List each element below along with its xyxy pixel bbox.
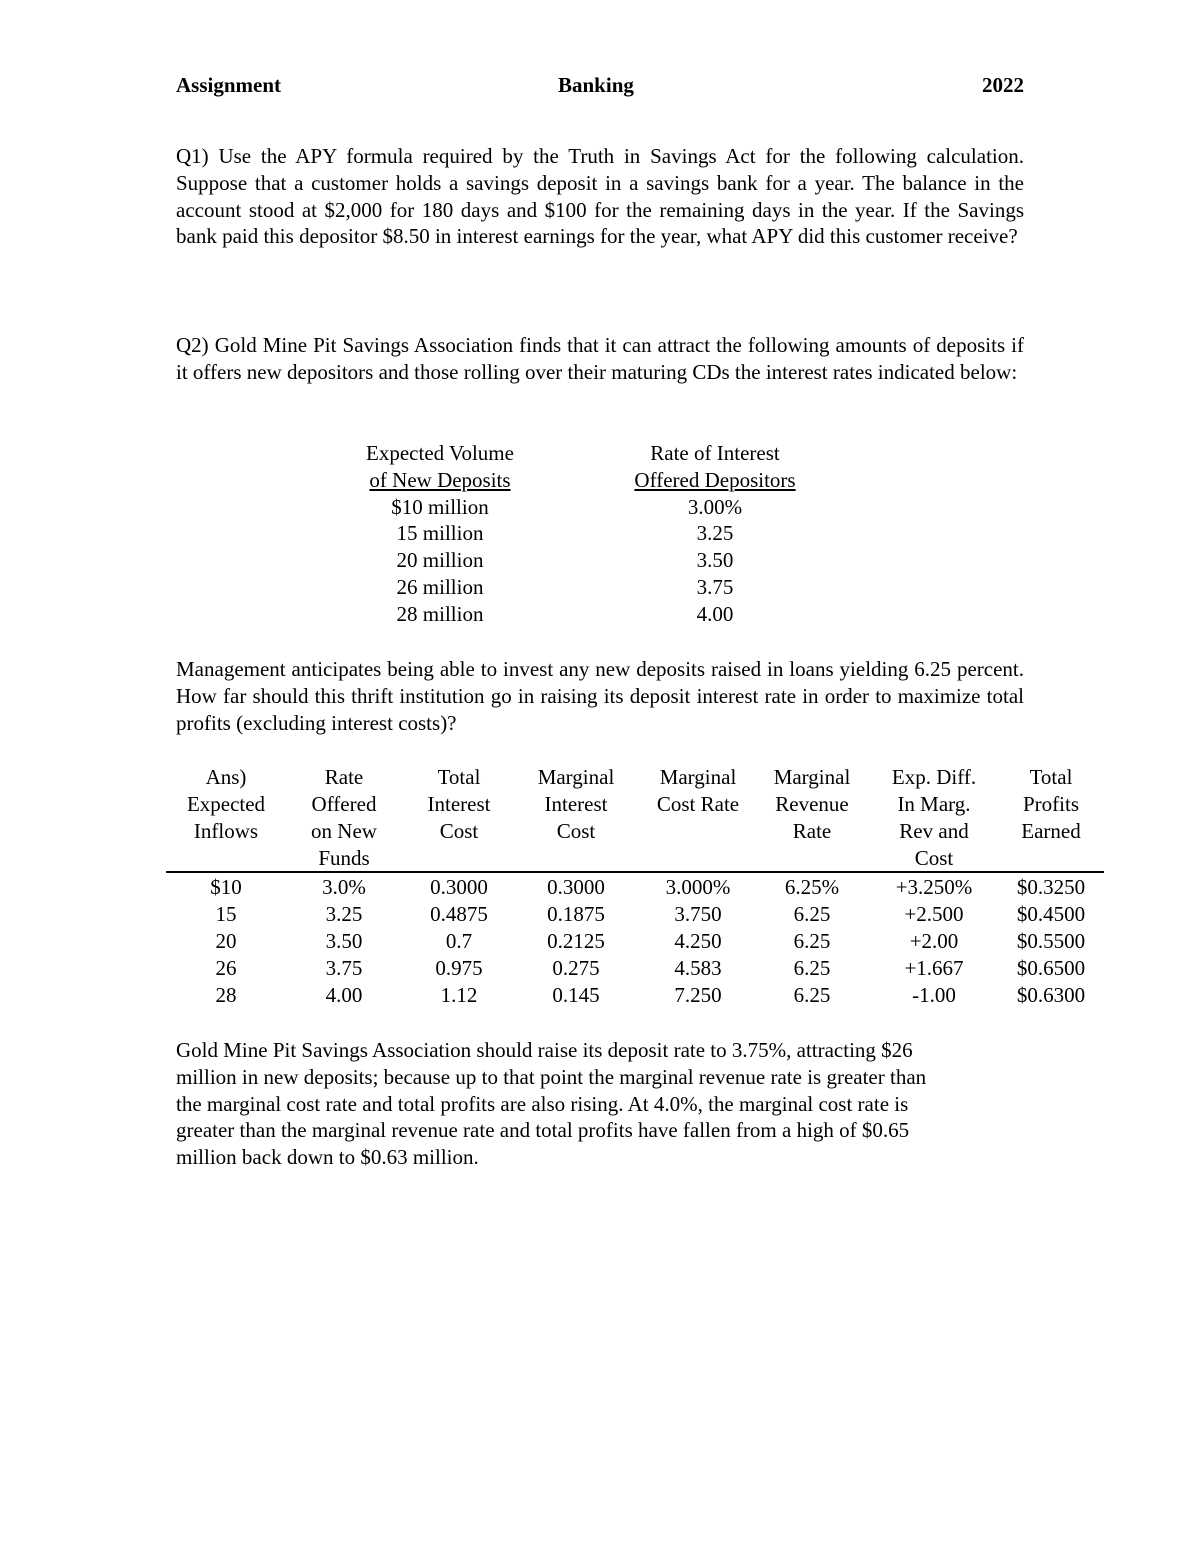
answer-table-header: [166, 764, 1106, 872]
answer-line: million in new deposits; because up to that point the marginal revenue rate is greater than: [176, 1064, 927, 1089]
answer-line: greater than the marginal revenue rate and total profits have fallen from a high of $0.65: [176, 1118, 910, 1143]
answer-header-line: Marginal: [659, 765, 737, 789]
table-cell: 7.250: [674, 983, 722, 1007]
answer-header-cell: [876, 764, 992, 872]
answer-header-line: Rate: [324, 765, 364, 789]
table-cell: 3.750: [674, 902, 722, 926]
answer-header-line: Funds: [318, 846, 370, 870]
rate-cell: 3.00%: [687, 494, 743, 519]
question-2: Q2) Gold Mine Pit Savings Association finds that it can attract the following amounts of deposits if it offers new depositors and those rolling over their maturing CDs the interest rates indicated below:: [176, 333, 1024, 384]
answer-header-cell: [760, 764, 864, 845]
table-cell: 28: [215, 983, 237, 1007]
header-assignment: Assignment: [176, 73, 282, 97]
answer-table: [166, 764, 1106, 1007]
answer-header-line: Cost: [556, 819, 596, 843]
answer-paragraph: [176, 1037, 1024, 1171]
table-cell: 3.000%: [665, 875, 731, 899]
deposit-volume-column: [330, 440, 550, 628]
table-cell: 0.7: [445, 929, 473, 953]
answer-header-line: Total: [437, 765, 481, 789]
table-row: [166, 874, 1106, 901]
table-cell: 0.2125: [547, 929, 605, 953]
table-cell: 3.75: [325, 956, 363, 980]
answer-header-cell: [526, 764, 626, 845]
table-cell: +2.00: [909, 929, 959, 953]
answer-line: Gold Mine Pit Savings Association should raise its deposit rate to 3.75%, attracting $26: [176, 1038, 913, 1062]
table-cell: 0.3000: [547, 875, 605, 899]
table-cell: 1.12: [440, 983, 478, 1007]
answer-header-line: Marginal: [537, 765, 615, 789]
table-cell: 0.275: [552, 956, 600, 980]
answer-header-line: Offered: [311, 792, 377, 816]
table-cell: +1.667: [904, 956, 964, 980]
table-row: [166, 955, 1106, 982]
table-cell: 3.0%: [322, 875, 366, 899]
answer-header-line: Profits: [1022, 792, 1079, 816]
deposit-rate-column: [600, 440, 830, 628]
table-cell: 0.1875: [547, 902, 605, 926]
table-cell: 0.4875: [430, 902, 488, 926]
table-cell: 4.583: [674, 956, 722, 980]
rate-cell: 3.50: [696, 548, 734, 573]
answer-header-line: Inflows: [193, 819, 259, 843]
table-cell: +2.500: [904, 902, 964, 926]
table-row: [166, 928, 1106, 955]
table-cell: $0.5500: [1016, 929, 1086, 953]
header-year: 2022: [982, 73, 1024, 97]
rate-cell: 3.25: [696, 521, 734, 546]
answer-header-line: Cost Rate: [656, 792, 740, 816]
volume-header-line1: Expected Volume: [366, 441, 514, 465]
table-cell: $0.3250: [1016, 875, 1086, 899]
table-cell: 6.25: [793, 929, 831, 953]
answer-header-cell: [1000, 764, 1102, 845]
table-cell: 6.25: [793, 956, 831, 980]
table-cell: $0.6500: [1016, 956, 1086, 980]
table-cell: 0.3000: [430, 875, 488, 899]
table-cell: 6.25: [793, 902, 831, 926]
answer-header-line: Rev and: [899, 819, 969, 843]
answer-line: the marginal cost rate and total profits are also rising. At 4.0%, the marginal cost rate is: [176, 1091, 909, 1116]
table-cell: 6.25%: [784, 875, 840, 899]
question-1: Q1) Use the APY formula required by the Truth in Savings Act for the following calculation. Suppose that a customer holds a savings deposit in a savings bank for a year. The balance in the account stood at $2,000 for 180 days and $100 for the remaining days in the year. If the Savings bank paid this depositor $8.50 in interest earnings for the year, what APY did this customer receive?: [176, 144, 1024, 249]
answer-header-cell: [294, 764, 394, 872]
header-rule: [166, 871, 1104, 873]
answer-header-cell: [168, 764, 284, 845]
rate-cell: 3.75: [696, 574, 734, 599]
answer-header-line: Cost: [914, 846, 954, 870]
volume-cell: 20 million: [396, 548, 484, 573]
answer-header-line: Cost: [439, 819, 479, 843]
table-cell: 6.25: [793, 983, 831, 1007]
table-cell: 20: [215, 929, 237, 953]
table-cell: 4.250: [674, 929, 722, 953]
answer-header-cell: [640, 764, 756, 818]
answer-header-line: Revenue: [775, 792, 849, 816]
table-cell: 26: [215, 956, 237, 980]
table-cell: +3.250%: [895, 875, 973, 899]
page-header: [176, 73, 1024, 101]
answer-header-cell: [406, 764, 512, 845]
header-subject: Banking: [558, 73, 634, 97]
answer-header-line: Earned: [1021, 819, 1081, 843]
management-question: Management anticipates being able to invest any new deposits raised in loans yielding 6.25 percent. How far should this thrift institution go in raising its deposit interest rate in order to maximize total profits (excluding interest costs)?: [176, 657, 1024, 735]
table-cell: -1.00: [912, 983, 956, 1007]
rate-header-line1: Rate of Interest: [650, 441, 780, 465]
answer-header-line: Ans): [205, 765, 247, 789]
answer-header-line: In Marg.: [897, 792, 971, 816]
table-cell: $0.6300: [1016, 983, 1086, 1007]
table-cell: $10: [210, 875, 242, 899]
table-cell: 0.975: [435, 956, 483, 980]
volume-cell: 15 million: [396, 521, 484, 546]
answer-line: million back down to $0.63 million.: [176, 1145, 479, 1170]
volume-cell: 26 million: [396, 574, 484, 599]
volume-cell: $10 million: [391, 494, 489, 519]
answer-header-line: Marginal: [773, 765, 851, 789]
answer-header-line: Interest: [544, 792, 608, 816]
answer-header-line: Expected: [186, 792, 266, 816]
table-cell: $0.4500: [1016, 902, 1086, 926]
answer-header-line: Rate: [792, 819, 832, 843]
table-row: [166, 901, 1106, 928]
table-cell: 3.25: [325, 902, 363, 926]
table-cell: 3.50: [325, 929, 363, 953]
rate-cell: 4.00: [696, 601, 734, 626]
answer-header-line: Interest: [427, 792, 491, 816]
answer-header-line: Exp. Diff.: [891, 765, 977, 789]
table-row: [166, 982, 1106, 1009]
answer-header-line: Total: [1029, 765, 1073, 789]
volume-header-line2: of New Deposits: [369, 467, 511, 492]
table-cell: 4.00: [325, 983, 363, 1007]
answer-header-line: on New: [311, 819, 377, 843]
table-cell: 15: [215, 902, 237, 926]
rate-header-line2: Offered Depositors: [634, 467, 796, 492]
answer-table-body: [166, 874, 1106, 1009]
volume-cell: 28 million: [396, 601, 484, 626]
table-cell: 0.145: [552, 983, 600, 1007]
